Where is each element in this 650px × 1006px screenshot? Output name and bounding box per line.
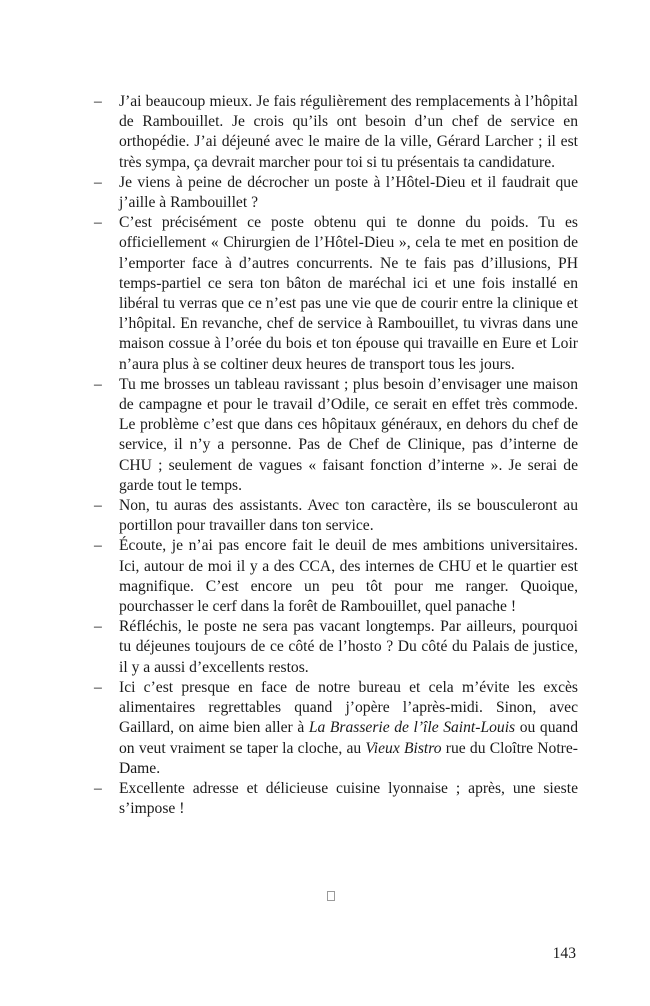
dialogue-text <box>119 537 578 615</box>
dialogue-text <box>119 497 578 534</box>
dialogue-line <box>94 779 578 819</box>
dialogue-dash: – <box>94 779 102 797</box>
text-segment: Tu me brosses un tableau ravissant ; plus besoin d’envisager une maison de campagne et pour le travail d’Odile, ce serait en effet très commode. Le problème c’est que dans ces hôpitaux généraux, en dehors du chef de service, il n’y a personne. Pas de Chef de Clinique, pas d’interne de CHU ; seulement de vagues « faisant fonction d’interne ». Je serai de garde tout le temps. <box>119 375 578 494</box>
dialogue-dash: – <box>94 375 102 393</box>
dialogue-line <box>94 375 578 496</box>
italic-title: La Brasserie de l’île Saint-Louis <box>308 719 516 737</box>
dialogue-line <box>94 92 578 173</box>
dialogue-line <box>94 678 578 779</box>
text-segment: rue du Cloître Notre-Dame. <box>119 739 578 777</box>
text-segment: Réfléchis, le poste ne sera pas vacant longtemps. Par ailleurs, pourquoi tu déjeunes toujours de ce côté de l’hosto ? Du côté du Palais de justice, il y a aussi d’excellents restos. <box>119 618 578 676</box>
text-segment: Écoute, je n’ai pas encore fait le deuil de mes ambitions universitaires. Ici, autour de moi il y a des CCA, des internes de CHU et le quartier est magnifique. C’est encore un peu tôt pour me ranger. Quoique, pourchasser le cerf dans la forêt de Rambouillet, quel panache ! <box>119 537 578 616</box>
text-segment: Je viens à peine de décrocher un poste à l’Hôtel-Dieu et il faudrait que j’aille à Rambouillet ? <box>119 173 578 212</box>
text-segment: ou quand on veut vraiment se taper la cloche, au <box>119 719 578 757</box>
dialogue-dash: – <box>94 497 102 515</box>
text-segment: J’ai beaucoup mieux. Je fais régulièrement des remplacements à l’hôpital de Rambouillet. Je crois qu’ils ont besoin d’un chef de service en orthopédie. J’ai déjeuné avec le maire de la ville, Gérard Larcher ; il est très sympa, ça devrait marcher pour toi si tu présentais ta candidature. <box>119 93 578 171</box>
dialogue-dash: – <box>94 537 102 555</box>
dialogue-list <box>94 92 578 819</box>
page-body <box>94 92 578 819</box>
dialogue-text <box>119 679 578 777</box>
dialogue-text <box>119 618 578 675</box>
text-segment: Ici c’est presque en face de notre bureau et cela m’évite les excès alimentaires regrettables quand j’opère l’après-midi. Sinon, avec Gaillard, on aime bien aller à <box>119 678 578 737</box>
dialogue-dash: – <box>94 678 102 696</box>
dialogue-text <box>119 780 578 817</box>
dialogue-dash: – <box>94 93 102 110</box>
text-segment: Non, tu auras des assistants. Avec ton caractère, ils se bousculeront au portillon pour travailler dans ton service. <box>119 497 578 535</box>
dialogue-text <box>119 376 578 494</box>
dialogue-dash: – <box>94 173 102 191</box>
dialogue-text <box>119 93 578 171</box>
dialogue-dash: – <box>94 214 102 232</box>
dialogue-text <box>119 214 578 372</box>
dialogue-dash: – <box>94 618 102 636</box>
italic-title: Vieux Bistro <box>365 739 442 757</box>
section-ornament-icon <box>327 891 335 901</box>
page-number: 143 <box>552 945 576 962</box>
dialogue-line <box>94 617 578 678</box>
dialogue-line <box>94 213 578 375</box>
text-segment: C’est précisément ce poste obtenu qui te donne du poids. Tu es officiellement « Chirurgien de l’Hôtel-Dieu », cela te met en position de l’emporter face à d’autres concurrents. Ne te fais pas d’illusions, PH temps-partiel ce sera ton bâton de maréchal ici et une fois installé en libéral tu verras que ce n’est pas une vie que de courir entre la clinique et l’hôpital. En revanche, chef de service à Rambouillet, tu vivras dans une maison cossue à l’orée du bois et ton épouse qui travaille en Eure et Loir n’aura plus à se coltiner deux heures de transport tous les jours. <box>119 214 578 373</box>
dialogue-line <box>94 536 578 617</box>
text-segment: Excellente adresse et délicieuse cuisine lyonnaise ; après, une sieste s’impose ! <box>119 779 578 818</box>
dialogue-line <box>94 496 578 536</box>
dialogue-text <box>119 174 578 211</box>
dialogue-line <box>94 173 578 213</box>
